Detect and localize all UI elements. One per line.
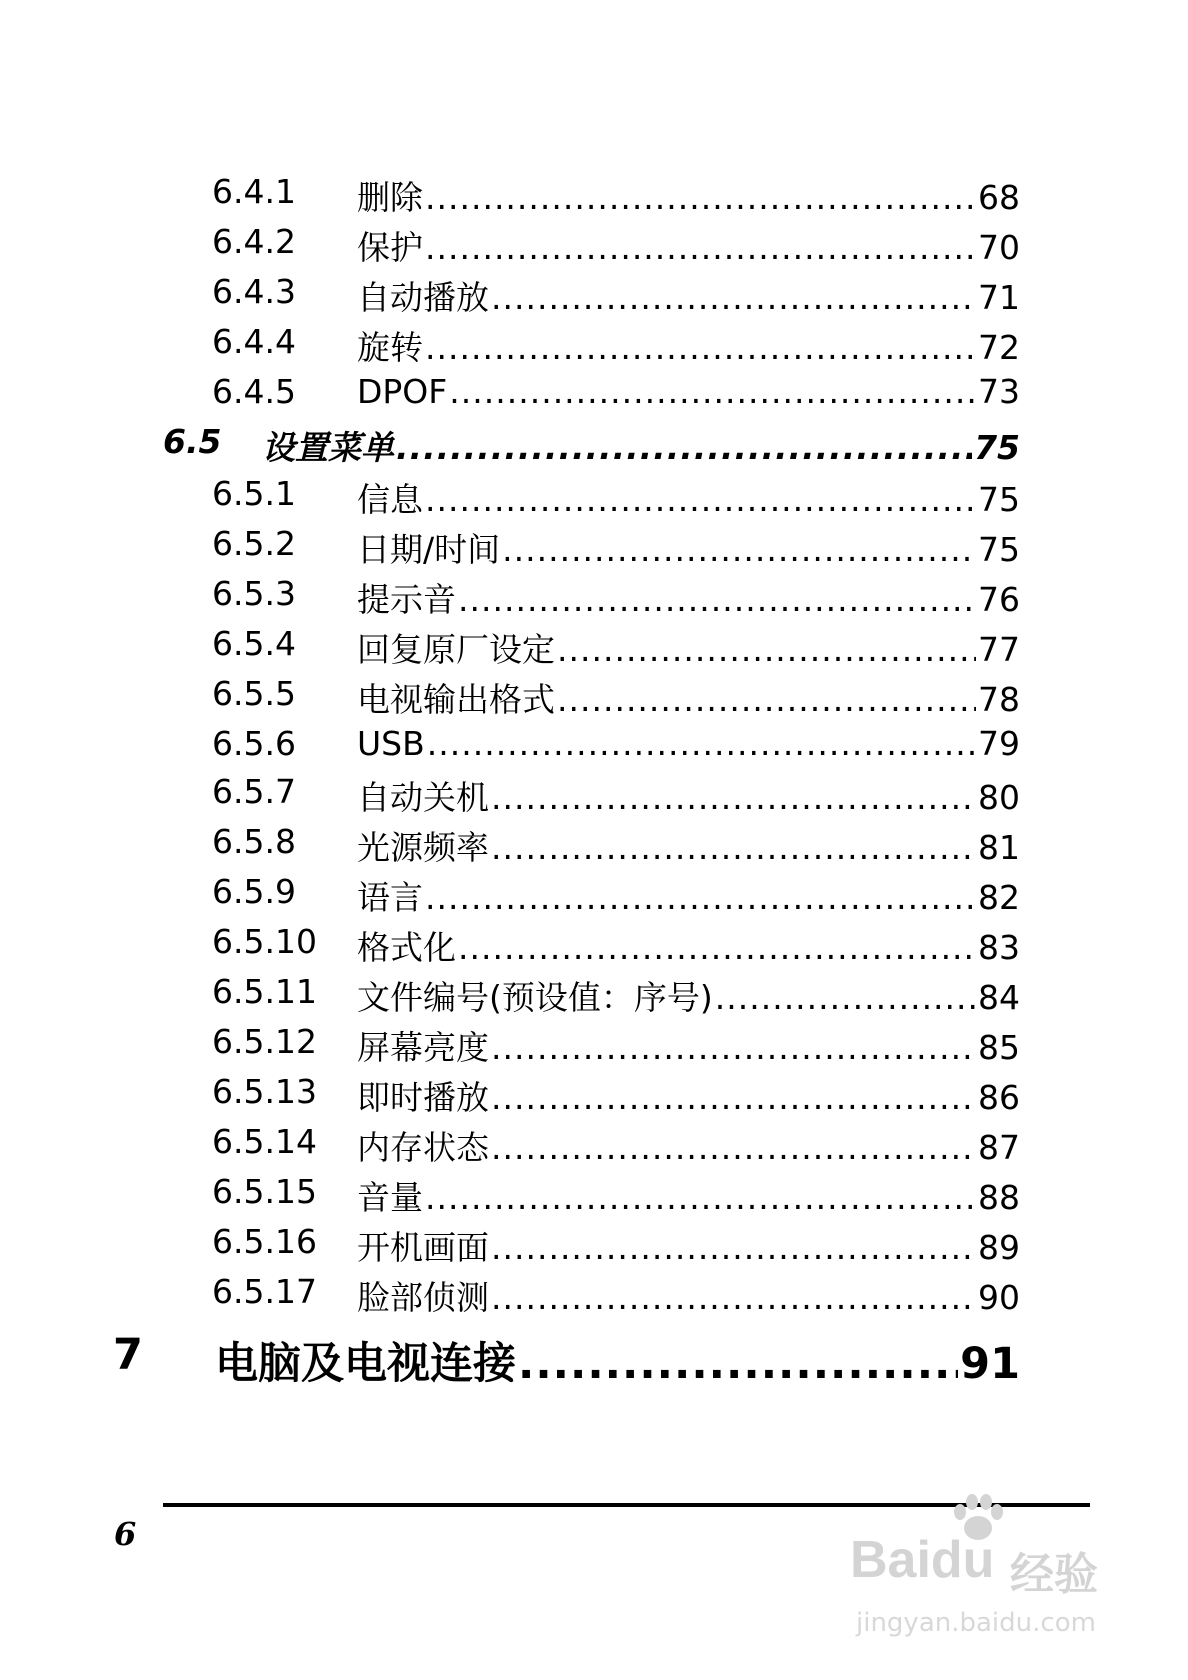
toc-entry-page: 88 bbox=[978, 1178, 1020, 1217]
dot-leader bbox=[491, 1078, 976, 1117]
dot-leader bbox=[425, 878, 976, 917]
toc-subsection-entry[interactable] bbox=[0, 524, 1188, 570]
toc-entry-page: 83 bbox=[978, 928, 1020, 967]
dot-leader bbox=[427, 724, 976, 763]
dot-leader bbox=[518, 1339, 958, 1389]
baidu-watermark bbox=[850, 1530, 1130, 1650]
toc-entry-number: 6.4.2 bbox=[212, 222, 296, 261]
toc-entry-number: 6.4.4 bbox=[212, 322, 296, 361]
toc-entry-page: 75 bbox=[974, 428, 1020, 467]
toc-entry-number: 6.5.4 bbox=[212, 624, 296, 663]
dot-leader bbox=[491, 1028, 976, 1067]
toc-entry-title: 格式化 bbox=[357, 928, 456, 967]
toc-subsection-entry[interactable] bbox=[0, 822, 1188, 868]
toc-entry-number: 6.5.10 bbox=[212, 922, 317, 961]
toc-entry-page: 73 bbox=[978, 372, 1020, 411]
toc-entry-line bbox=[357, 624, 1020, 671]
toc-entry-line bbox=[357, 674, 1020, 721]
toc-entry-line bbox=[357, 724, 1020, 763]
toc-entry-page: 91 bbox=[960, 1339, 1020, 1389]
toc-entry-number: 6.4.3 bbox=[212, 272, 296, 311]
toc-subsection-entry[interactable] bbox=[0, 1272, 1188, 1318]
toc-entry-number: 6.4.5 bbox=[212, 372, 296, 411]
toc-subsection-entry[interactable] bbox=[0, 724, 1188, 770]
dot-leader bbox=[425, 480, 976, 519]
toc-entry-title: 即时播放 bbox=[357, 1078, 489, 1117]
toc-entry-page: 77 bbox=[978, 630, 1020, 669]
toc-entry-number: 6.5.13 bbox=[212, 1072, 317, 1111]
toc-entry-page: 82 bbox=[978, 878, 1020, 917]
toc-entry-title: 开机画面 bbox=[357, 1228, 489, 1267]
toc-subsection-entry[interactable] bbox=[0, 624, 1188, 670]
toc-entry-line bbox=[357, 822, 1020, 869]
toc-entry-line bbox=[357, 322, 1020, 369]
toc-entry-title: 回复原厂设定 bbox=[357, 630, 555, 669]
toc-entry-line bbox=[215, 1330, 1020, 1391]
toc-entry-number: 6.5.1 bbox=[212, 474, 296, 513]
toc-entry-number: 7 bbox=[113, 1330, 143, 1380]
dot-leader bbox=[449, 372, 976, 411]
toc-entry-title: USB bbox=[357, 724, 425, 763]
toc-entry-line bbox=[357, 1022, 1020, 1069]
toc-subsection-entry[interactable] bbox=[0, 322, 1188, 368]
toc-entry-line bbox=[357, 922, 1020, 969]
toc-entry-number: 6.5.7 bbox=[212, 772, 296, 811]
toc-entry-line bbox=[357, 1222, 1020, 1269]
toc-entry-number: 6.5.14 bbox=[212, 1122, 317, 1161]
toc-entry-title: DPOF bbox=[357, 372, 448, 411]
toc-entry-title: 日期/时间 bbox=[357, 530, 501, 569]
dot-leader bbox=[491, 1278, 976, 1317]
toc-subsection-entry[interactable] bbox=[0, 574, 1188, 620]
toc-entry-line bbox=[357, 272, 1020, 319]
toc-entry-title: 旋转 bbox=[357, 328, 423, 367]
toc-subsection-entry[interactable] bbox=[0, 1072, 1188, 1118]
dot-leader bbox=[425, 1178, 976, 1217]
toc-subsection-entry[interactable] bbox=[0, 474, 1188, 520]
toc-entry-line bbox=[357, 172, 1020, 219]
dot-leader bbox=[425, 328, 976, 367]
toc-entry-line bbox=[357, 1172, 1020, 1219]
watermark-brand: Baidu bbox=[850, 1531, 995, 1589]
dot-leader bbox=[425, 228, 976, 267]
toc-subsection-entry[interactable] bbox=[0, 922, 1188, 968]
dot-leader bbox=[491, 1128, 976, 1167]
toc-entry-number: 6.5.16 bbox=[212, 1222, 317, 1261]
toc-subsection-entry[interactable] bbox=[0, 674, 1188, 720]
dot-leader bbox=[458, 580, 976, 619]
dot-leader bbox=[458, 928, 976, 967]
toc-entry-page: 85 bbox=[978, 1028, 1020, 1067]
toc-entry-title: 电视输出格式 bbox=[357, 680, 555, 719]
toc-entry-line bbox=[357, 574, 1020, 621]
toc-entry-number: 6.5.17 bbox=[212, 1272, 317, 1311]
toc-entry-page: 80 bbox=[978, 778, 1020, 817]
toc-entry-page: 79 bbox=[978, 724, 1020, 763]
toc-entry-line bbox=[357, 972, 1020, 1019]
toc-entry-page: 89 bbox=[978, 1228, 1020, 1267]
toc-entry-page: 78 bbox=[978, 680, 1020, 719]
toc-subsection-entry[interactable] bbox=[0, 872, 1188, 918]
toc-entry-number: 6.5.9 bbox=[212, 872, 296, 911]
toc-entry-line bbox=[357, 372, 1020, 411]
dot-leader bbox=[557, 680, 976, 719]
dot-leader bbox=[491, 828, 976, 867]
toc-entry-page: 72 bbox=[978, 328, 1020, 367]
dot-leader bbox=[491, 1228, 976, 1267]
toc-entry-title: 光源频率 bbox=[357, 828, 489, 867]
toc-entry-title: 电脑及电视连接 bbox=[215, 1339, 516, 1389]
toc-entry-page: 76 bbox=[978, 580, 1020, 619]
toc-entry-title: 自动关机 bbox=[357, 778, 489, 817]
toc-entry-title: 文件编号(预设值：序号) bbox=[357, 978, 713, 1017]
toc-entry-title: 自动播放 bbox=[357, 278, 489, 317]
watermark-brand-cn: 经验 bbox=[1010, 1549, 1098, 1600]
toc-entry-page: 87 bbox=[978, 1128, 1020, 1167]
toc-entry-title: 脸部侦测 bbox=[357, 1278, 489, 1317]
toc-subsection-entry[interactable] bbox=[0, 1172, 1188, 1218]
toc-chapter-entry[interactable] bbox=[0, 1330, 1188, 1390]
toc-entry-title: 音量 bbox=[357, 1178, 423, 1217]
toc-entry-page: 68 bbox=[978, 178, 1020, 217]
toc-entry-line bbox=[357, 524, 1020, 571]
dot-leader bbox=[425, 178, 976, 217]
toc-subsection-entry[interactable] bbox=[0, 1222, 1188, 1268]
toc-entry-line bbox=[357, 1122, 1020, 1169]
toc-entry-number: 6.5.15 bbox=[212, 1172, 317, 1211]
toc-entry-title: 设置菜单 bbox=[262, 428, 394, 467]
toc-entry-page: 70 bbox=[978, 228, 1020, 267]
toc-entry-line bbox=[357, 222, 1020, 269]
toc-subsection-entry[interactable] bbox=[0, 222, 1188, 268]
toc-entry-page: 81 bbox=[978, 828, 1020, 867]
toc-subsection-entry[interactable] bbox=[0, 972, 1188, 1018]
toc-entry-title: 语言 bbox=[357, 878, 423, 917]
toc-entry-line bbox=[357, 1272, 1020, 1319]
toc-entry-number: 6.4.1 bbox=[212, 172, 296, 211]
dot-leader bbox=[502, 530, 976, 569]
dot-leader bbox=[491, 778, 976, 817]
toc-entry-title: 内存状态 bbox=[357, 1128, 489, 1167]
toc-section-entry[interactable] bbox=[0, 422, 1188, 468]
dot-leader bbox=[396, 428, 972, 467]
footer-page-number: 6 bbox=[114, 1515, 137, 1553]
toc-entry-line bbox=[357, 872, 1020, 919]
toc-entry-line bbox=[357, 772, 1020, 819]
toc-entry-number: 6.5.5 bbox=[212, 674, 296, 713]
dot-leader bbox=[715, 978, 976, 1017]
toc-subsection-entry[interactable] bbox=[0, 1122, 1188, 1168]
toc-entry-number: 6.5.6 bbox=[212, 724, 296, 763]
watermark-url: jingyan.baidu.com bbox=[856, 1608, 1096, 1638]
toc-entry-page: 84 bbox=[978, 978, 1020, 1017]
toc-entry-number: 6.5.12 bbox=[212, 1022, 317, 1061]
toc-entry-title: 提示音 bbox=[357, 580, 456, 619]
toc-entry-number: 6.5.8 bbox=[212, 822, 296, 861]
toc-entry-title: 屏幕亮度 bbox=[357, 1028, 489, 1067]
toc-entry-title: 保护 bbox=[357, 228, 423, 267]
toc-entry-page: 90 bbox=[978, 1278, 1020, 1317]
toc-entry-page: 75 bbox=[978, 480, 1020, 519]
toc-entry-page: 75 bbox=[978, 530, 1020, 569]
toc-entry-line bbox=[357, 474, 1020, 521]
toc-entry-number: 6.5.11 bbox=[212, 972, 317, 1011]
toc-entry-page: 86 bbox=[978, 1078, 1020, 1117]
toc-subsection-entry[interactable] bbox=[0, 772, 1188, 818]
toc-entry-number: 6.5 bbox=[163, 422, 222, 461]
toc-entry-page: 71 bbox=[978, 278, 1020, 317]
toc-entry-number: 6.5.2 bbox=[212, 524, 296, 563]
toc-entry-line bbox=[357, 1072, 1020, 1119]
toc-entry-number: 6.5.3 bbox=[212, 574, 296, 613]
toc-entry-title: 删除 bbox=[357, 178, 423, 217]
toc-subsection-entry[interactable] bbox=[0, 272, 1188, 318]
dot-leader bbox=[491, 278, 976, 317]
toc-entry-line bbox=[262, 422, 1020, 469]
toc-subsection-entry[interactable] bbox=[0, 1022, 1188, 1068]
toc-subsection-entry[interactable] bbox=[0, 172, 1188, 218]
toc-entry-title: 信息 bbox=[357, 480, 423, 519]
dot-leader bbox=[557, 630, 976, 669]
toc-subsection-entry[interactable] bbox=[0, 372, 1188, 418]
